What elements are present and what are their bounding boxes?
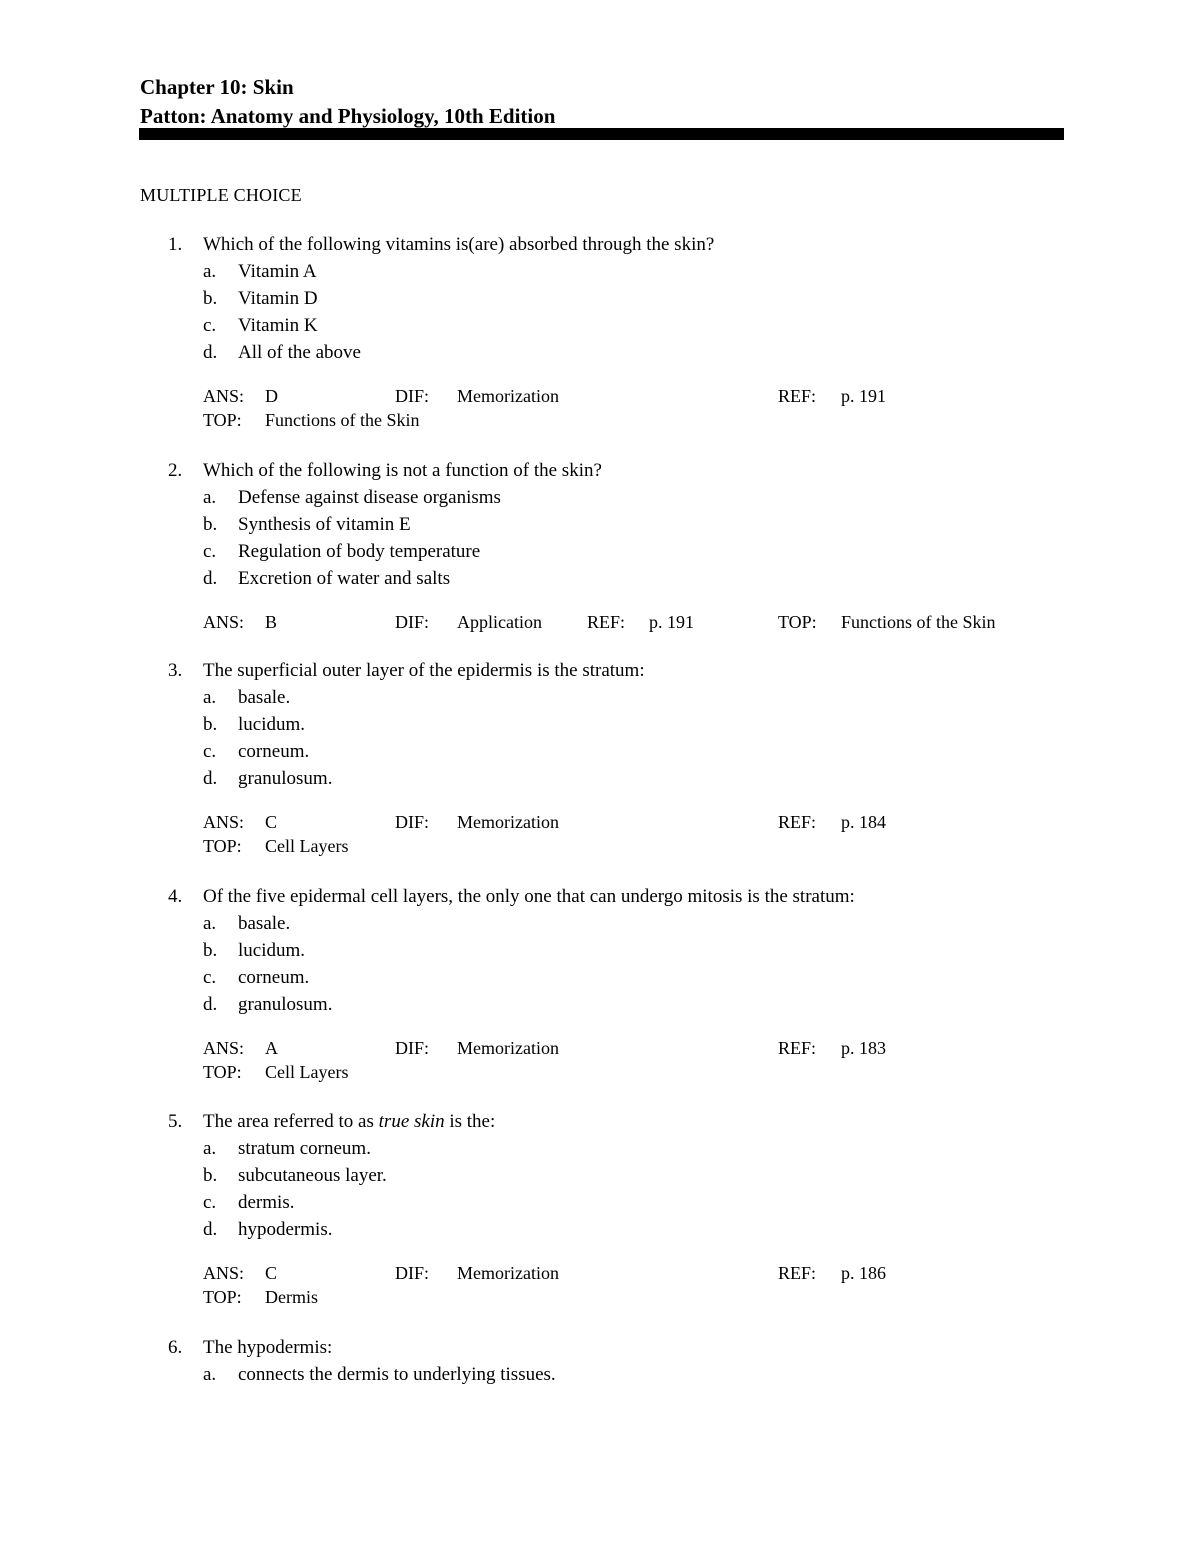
option-text: All of the above [238, 342, 361, 363]
dif-label: DIF: [395, 612, 430, 632]
dif-value: Memorization [457, 386, 559, 406]
ans-value: D [265, 386, 278, 406]
option-text: basale. [238, 913, 291, 934]
option-letter: d. [203, 994, 218, 1015]
dif-value: Memorization [457, 1263, 559, 1283]
top-value: Dermis [265, 1287, 318, 1307]
ans-label: ANS: [203, 1263, 245, 1283]
ans-label: ANS: [203, 386, 245, 406]
question-number: 2. [168, 460, 183, 481]
option-letter: a. [203, 687, 217, 708]
dif-label: DIF: [395, 1038, 430, 1058]
option-letter: c. [203, 541, 217, 562]
option-text: Synthesis of vitamin E [238, 514, 411, 535]
question-number: 1. [168, 234, 183, 255]
option-letter: a. [203, 487, 217, 508]
top-label: TOP: [778, 612, 817, 632]
ref-label: REF: [778, 1263, 817, 1283]
option-letter: d. [203, 342, 218, 363]
question-number: 6. [168, 1337, 183, 1358]
chapter-title: Chapter 10: Skin [140, 75, 294, 99]
option-text: Regulation of body temperature [238, 541, 481, 562]
top-value: Cell Layers [265, 1062, 349, 1082]
top-label: TOP: [203, 1287, 242, 1307]
option-text: stratum corneum. [238, 1138, 371, 1159]
top-label: TOP: [203, 1062, 242, 1082]
top-value: Functions of the Skin [265, 410, 420, 430]
option-letter: a. [203, 261, 217, 282]
option-text: lucidum. [238, 940, 306, 961]
option-letter: a. [203, 1364, 217, 1385]
question-number: 3. [168, 660, 183, 681]
question-stem [203, 1110, 495, 1134]
option-text: hypodermis. [238, 1219, 333, 1240]
option-letter: a. [203, 913, 217, 934]
option-letter: b. [203, 514, 218, 535]
option-text: Vitamin D [238, 288, 318, 309]
question-number: 5. [168, 1111, 183, 1132]
option-text: corneum. [238, 741, 310, 762]
option-text: Vitamin K [238, 315, 318, 336]
option-text: granulosum. [238, 994, 333, 1015]
option-letter: c. [203, 741, 217, 762]
question-number: 4. [168, 886, 183, 907]
ans-label: ANS: [203, 612, 245, 632]
ref-value: p. 191 [649, 612, 694, 632]
question-stem: The hypodermis: [203, 1337, 333, 1358]
ans-value: C [265, 812, 278, 832]
top-value: Functions of the Skin [841, 612, 996, 632]
option-letter: a. [203, 1138, 217, 1159]
question-stem: Of the five epidermal cell layers, the only one that can undergo mitosis is the stratum: [203, 886, 855, 907]
dif-label: DIF: [395, 386, 430, 406]
question-stem: Which of the following vitamins is(are) absorbed through the skin? [203, 234, 715, 255]
dif-label: DIF: [395, 812, 430, 832]
ans-value: B [265, 612, 278, 632]
ref-label: REF: [587, 612, 626, 632]
option-text: Defense against disease organisms [238, 487, 501, 508]
stem-text: is the: [444, 1111, 496, 1132]
top-label: TOP: [203, 836, 242, 856]
dif-value: Memorization [457, 812, 559, 832]
option-letter: d. [203, 1219, 218, 1240]
ref-value: p. 186 [841, 1263, 886, 1283]
stem-text: The area referred to as [203, 1111, 379, 1132]
top-label: TOP: [203, 410, 242, 430]
option-text: corneum. [238, 967, 310, 988]
ans-label: ANS: [203, 812, 245, 832]
ref-value: p. 184 [841, 812, 886, 832]
option-text: Vitamin A [238, 261, 317, 282]
ans-label: ANS: [203, 1038, 245, 1058]
question-stem: The superficial outer layer of the epidermis is the stratum: [203, 660, 645, 681]
header-rule [139, 128, 1064, 140]
dif-value: Application [457, 612, 542, 632]
book-title: Patton: Anatomy and Physiology, 10th Edition [140, 104, 556, 128]
option-text: dermis. [238, 1192, 295, 1213]
stem-italic-term: true skin [378, 1111, 445, 1132]
dif-label: DIF: [395, 1263, 430, 1283]
option-letter: b. [203, 288, 218, 309]
option-letter: d. [203, 768, 218, 789]
option-letter: b. [203, 940, 218, 961]
option-text: granulosum. [238, 768, 333, 789]
option-letter: c. [203, 315, 217, 336]
option-text: Excretion of water and salts [238, 568, 451, 589]
option-letter: d. [203, 568, 218, 589]
ans-value: C [265, 1263, 278, 1283]
option-letter: c. [203, 1192, 217, 1213]
top-value: Cell Layers [265, 836, 349, 856]
dif-value: Memorization [457, 1038, 559, 1058]
option-text: connects the dermis to underlying tissues. [238, 1364, 556, 1385]
option-text: lucidum. [238, 714, 306, 735]
option-letter: b. [203, 1165, 218, 1186]
ref-value: p. 183 [841, 1038, 886, 1058]
option-letter: b. [203, 714, 218, 735]
ref-label: REF: [778, 1038, 817, 1058]
option-text: subcutaneous layer. [238, 1165, 387, 1186]
ans-value: A [265, 1038, 278, 1058]
option-letter: c. [203, 967, 217, 988]
option-text: basale. [238, 687, 291, 708]
ref-value: p. 191 [841, 386, 886, 406]
question-stem: Which of the following is not a function of the skin? [203, 460, 602, 481]
ref-label: REF: [778, 386, 817, 406]
ref-label: REF: [778, 812, 817, 832]
section-heading: MULTIPLE CHOICE [140, 185, 302, 205]
